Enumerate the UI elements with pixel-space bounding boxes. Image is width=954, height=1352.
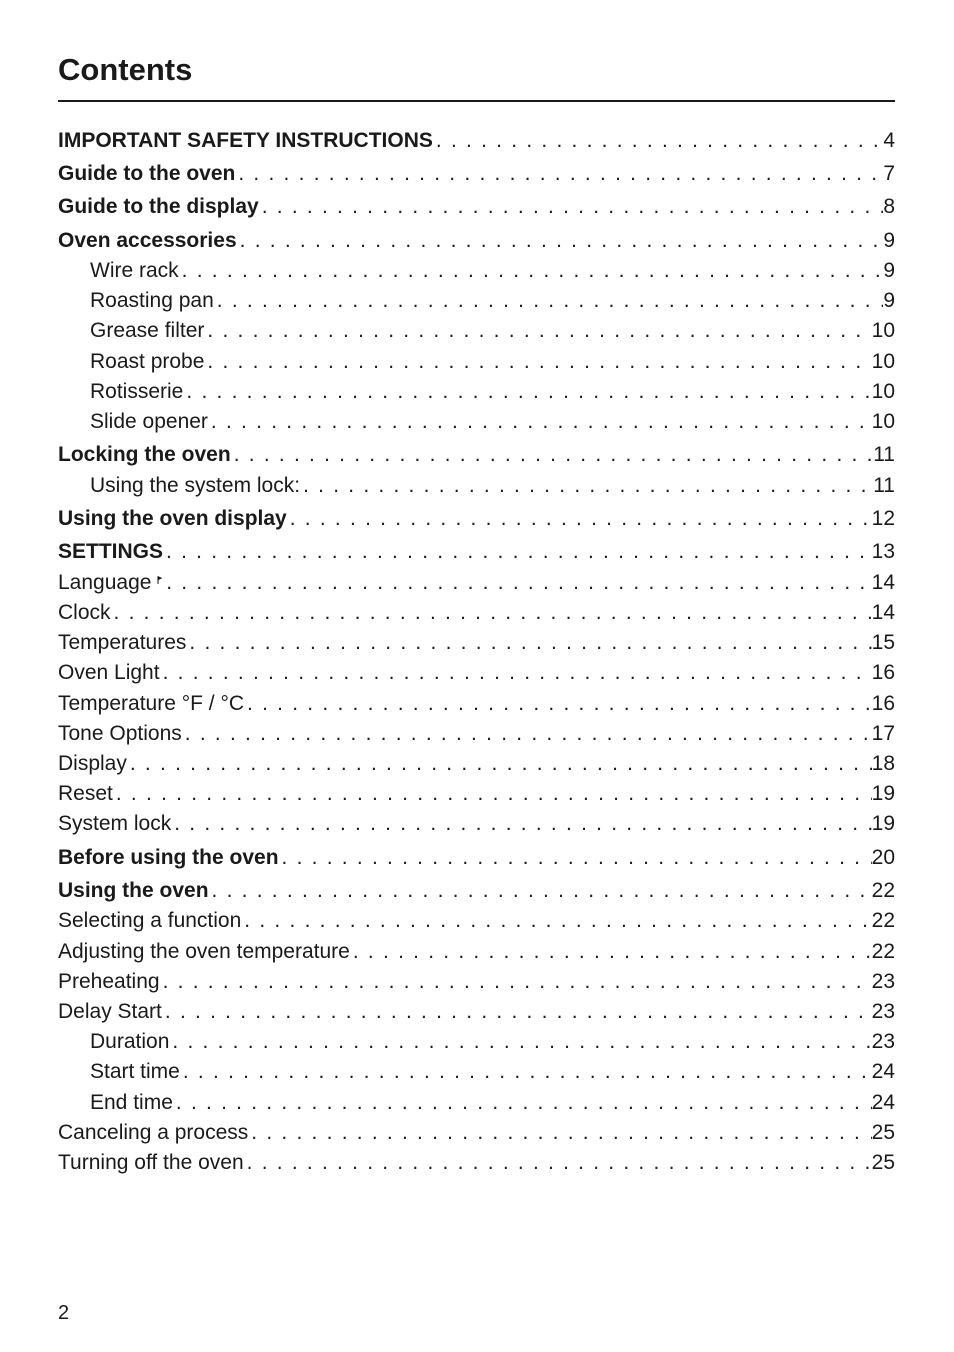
toc-entry-label: Roast probe [90,350,205,373]
toc-entry[interactable] [58,505,895,533]
dot-leader [244,1149,872,1177]
dot-leader [160,968,872,996]
toc-entry-page: 8 [883,195,895,218]
toc-entry-label: Using the system lock: [90,474,301,497]
toc-entry-page: 7 [883,162,895,185]
toc-entry-page: 9 [883,259,895,282]
toc-entry-page: 4 [883,129,895,152]
dot-leader [300,472,873,500]
dot-leader [160,659,872,687]
toc-entry-label: Using the oven display [58,507,287,530]
toc-entry[interactable] [58,599,895,627]
toc-entry[interactable] [58,1028,895,1056]
dot-leader [163,569,871,597]
toc-entry-page: 9 [883,289,895,312]
dot-leader [127,750,872,778]
toc-entry-label: Clock [58,601,111,624]
dot-leader [433,127,883,155]
dot-leader [208,408,872,436]
toc-entry[interactable] [58,378,895,406]
toc-entry-label: Tone Options [58,722,182,745]
toc-entry-page: 22 [871,940,895,963]
toc-entry-page: 14 [871,571,895,594]
toc-entry[interactable] [58,348,895,376]
toc-entry-page: 13 [871,540,895,563]
page-number: 2 [58,1302,70,1324]
toc-entry[interactable] [58,659,895,687]
toc-entry[interactable] [58,227,895,255]
toc-entry-label: Before using the oven [58,846,279,869]
toc-entry-page: 14 [871,601,895,624]
dot-leader [235,160,883,188]
toc-entry-page: 22 [871,909,895,932]
dot-leader [173,1089,872,1117]
toc-entry[interactable] [58,998,895,1026]
toc-entry[interactable] [58,907,895,935]
toc-entry-page: 24 [871,1060,895,1083]
dot-leader [287,505,872,533]
toc-entry[interactable] [58,938,895,966]
toc-entry[interactable] [58,810,895,838]
toc-entry-label: Grease filter [90,319,205,342]
toc-entry[interactable] [58,720,895,748]
toc-entry-page: 18 [871,752,895,775]
toc-entry-page: 10 [871,350,895,373]
toc-entry-label: Canceling a process [58,1121,249,1144]
dot-leader [259,193,884,221]
toc-entry[interactable] [58,127,895,155]
toc-entry[interactable] [58,408,895,436]
dot-leader [171,810,871,838]
toc-entry[interactable] [58,287,895,315]
toc-entry[interactable] [58,1149,895,1177]
toc-entry[interactable] [58,160,895,188]
toc-entry-label: Delay Start [58,1000,162,1023]
dot-leader [162,998,872,1026]
dot-leader [248,1119,871,1147]
dot-leader [244,690,872,718]
dot-leader [279,844,872,872]
dot-leader [237,227,884,255]
toc-entry[interactable] [58,257,895,285]
dot-leader [241,907,871,935]
toc-entry-page: 19 [871,782,895,805]
toc-entry-label: Locking the oven [58,443,231,466]
toc-entry[interactable] [58,472,895,500]
dot-leader [169,1028,871,1056]
dot-leader [182,720,872,748]
toc-entry[interactable] [58,780,895,808]
toc-entry-label: Temperatures [58,631,187,654]
toc-entry-label: Using the oven [58,879,209,902]
toc-entry-page: 11 [873,443,895,466]
toc-entry-label: IMPORTANT SAFETY INSTRUCTIONS [58,129,433,152]
toc-entry-page: 11 [873,474,895,497]
toc-entry-page: 24 [871,1091,895,1114]
toc-entry-label: Reset [58,782,113,805]
toc-entry-label: End time [90,1091,173,1114]
toc-entry-label: Duration [90,1030,170,1053]
toc-entry-label: Display [58,752,127,775]
dot-leader [204,348,871,376]
toc-entry[interactable] [58,844,895,872]
toc-entry-page: 16 [871,692,895,715]
toc-entry-page: 23 [871,1000,895,1023]
toc-entry-label: Turning off the oven [58,1151,244,1174]
toc-entry[interactable] [58,1089,895,1117]
toc-entry[interactable] [58,1058,895,1086]
toc-entry-label: Selecting a function [58,909,242,932]
dot-leader [113,780,872,808]
toc-entry[interactable] [58,538,895,566]
toc-entry-label: Preheating [58,970,160,993]
dot-leader [204,317,871,345]
dot-leader [350,938,872,966]
toc-entry-label: Wire rack [90,259,179,282]
toc-entry-page: 23 [871,970,895,993]
table-of-contents [58,0,895,1352]
toc-entry[interactable] [58,690,895,718]
toc-entry-label: Rotisserie [90,380,184,403]
toc-entry[interactable] [58,569,895,597]
toc-entry-page: 25 [871,1121,895,1144]
toc-entry-page: 19 [871,812,895,835]
dot-leader [183,378,871,406]
toc-entry-label: Guide to the display [58,195,259,218]
toc-entry[interactable] [58,877,895,905]
toc-entry-page: 9 [883,229,895,252]
page-title: Contents [58,52,193,87]
dot-leader [186,629,871,657]
toc-entry-label: Temperature °F / °C [58,692,245,715]
toc-entry-page: 20 [871,846,895,869]
toc-entry-page: 15 [871,631,895,654]
toc-entry-page: 17 [871,722,895,745]
toc-entry-label: System lock [58,812,172,835]
toc-entry-page: 10 [871,380,895,403]
toc-entry-label: Guide to the oven [58,162,236,185]
toc-entry-label: Language [58,571,152,594]
toc-entry-label: Adjusting the oven temperature [58,940,350,963]
dot-leader [209,877,872,905]
dot-leader [214,287,884,315]
toc-entry[interactable] [58,968,895,996]
dot-leader [111,599,872,627]
toc-entry-page: 10 [871,410,895,433]
dot-leader [231,441,874,469]
toc-entry-page: 12 [871,507,895,530]
toc-entry-page: 23 [871,1030,895,1053]
dot-leader [163,538,872,566]
toc-entry-label: Oven accessories [58,229,237,252]
toc-entry[interactable] [58,1119,895,1147]
toc-entry-page: 22 [871,879,895,902]
toc-entry-page: 16 [871,661,895,684]
toc-entry[interactable] [58,750,895,778]
toc-entry[interactable] [58,629,895,657]
toc-entry-label: SETTINGS [58,540,164,563]
toc-entry[interactable] [58,317,895,345]
toc-entry-label: Oven Light [58,661,160,684]
toc-entry[interactable] [58,193,895,221]
toc-entry-label: Start time [90,1060,180,1083]
toc-entry-label: Slide opener [90,410,208,433]
toc-entry-label: Roasting pan [90,289,214,312]
dot-leader [180,1058,872,1086]
toc-entry-page: 10 [871,319,895,342]
dot-leader [179,257,884,285]
toc-entry[interactable] [58,441,895,469]
toc-entry-page: 25 [871,1151,895,1174]
